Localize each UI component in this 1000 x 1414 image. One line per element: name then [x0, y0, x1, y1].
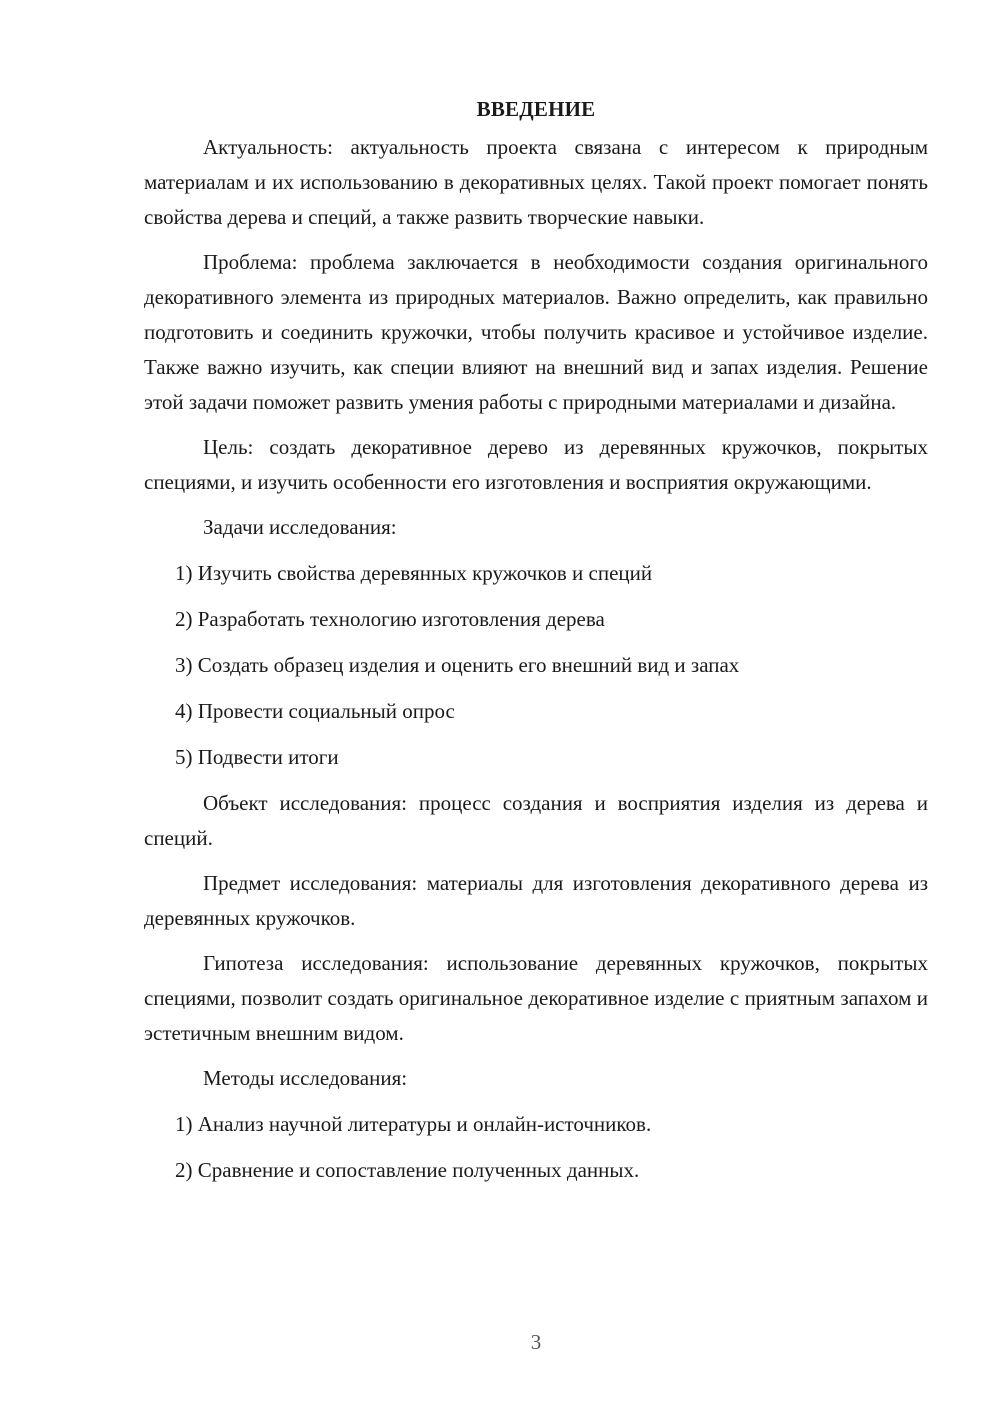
methods-list: [144, 1107, 928, 1188]
list-item: 3) Создать образец изделия и оценить его внешний вид и запах: [175, 653, 740, 677]
paragraph-hypothesis: Гипотеза исследования: использование деревянных кружочков, покрытых специями, позволит создать оригинальное декоративное изделие с приятным запахом и эстетичным внешним видом.: [144, 951, 928, 1045]
methods-label: Методы исследования:: [203, 1066, 408, 1090]
tasks-label: Задачи исследования:: [203, 515, 397, 539]
list-item: 2) Разработать технологию изготовления дерева: [175, 607, 605, 631]
page-number: 3: [530, 1330, 542, 1354]
document-page: [144, 92, 928, 1199]
tasks-list: [144, 556, 928, 775]
section-title: ВВЕДЕНИЕ: [476, 97, 596, 121]
list-item: 1) Изучить свойства деревянных кружочков и специй: [175, 561, 653, 585]
list-item: 2) Сравнение и сопоставление полученных данных.: [175, 1158, 640, 1182]
paragraph-goal: Цель: создать декоративное дерево из деревянных кружочков, покрытых специями, и изучить особенности его изготовления и восприятия окружающими.: [144, 435, 928, 494]
paragraph-object: Объект исследования: процесс создания и восприятия изделия из дерева и специй.: [144, 791, 928, 850]
list-item: 4) Провести социальный опрос: [175, 699, 455, 723]
paragraph-actuality: Актуальность: актуальность проекта связана с интересом к природным материалам и их использованию в декоративных целях. Такой проект помогает понять свойства дерева и специй, а также развить творческие навыки.: [144, 135, 928, 229]
paragraph-subject: Предмет исследования: материалы для изготовления декоративного дерева из деревянных кружочков.: [144, 871, 928, 930]
paragraph-problem: Проблема: проблема заключается в необходимости создания оригинального декоративного элемента из природных материалов. Важно определить, как правильно подготовить и соединить кружочки, чтобы получить красивое и устойчивое изделие. Также важно изучить, как специи влияют на внешний вид и запах изделия. Решение этой задачи поможет развить умения работы с природными материалами и дизайна.: [144, 250, 928, 414]
list-item: 5) Подвести итоги: [175, 745, 339, 769]
list-item: 1) Анализ научной литературы и онлайн-источников.: [175, 1112, 652, 1136]
